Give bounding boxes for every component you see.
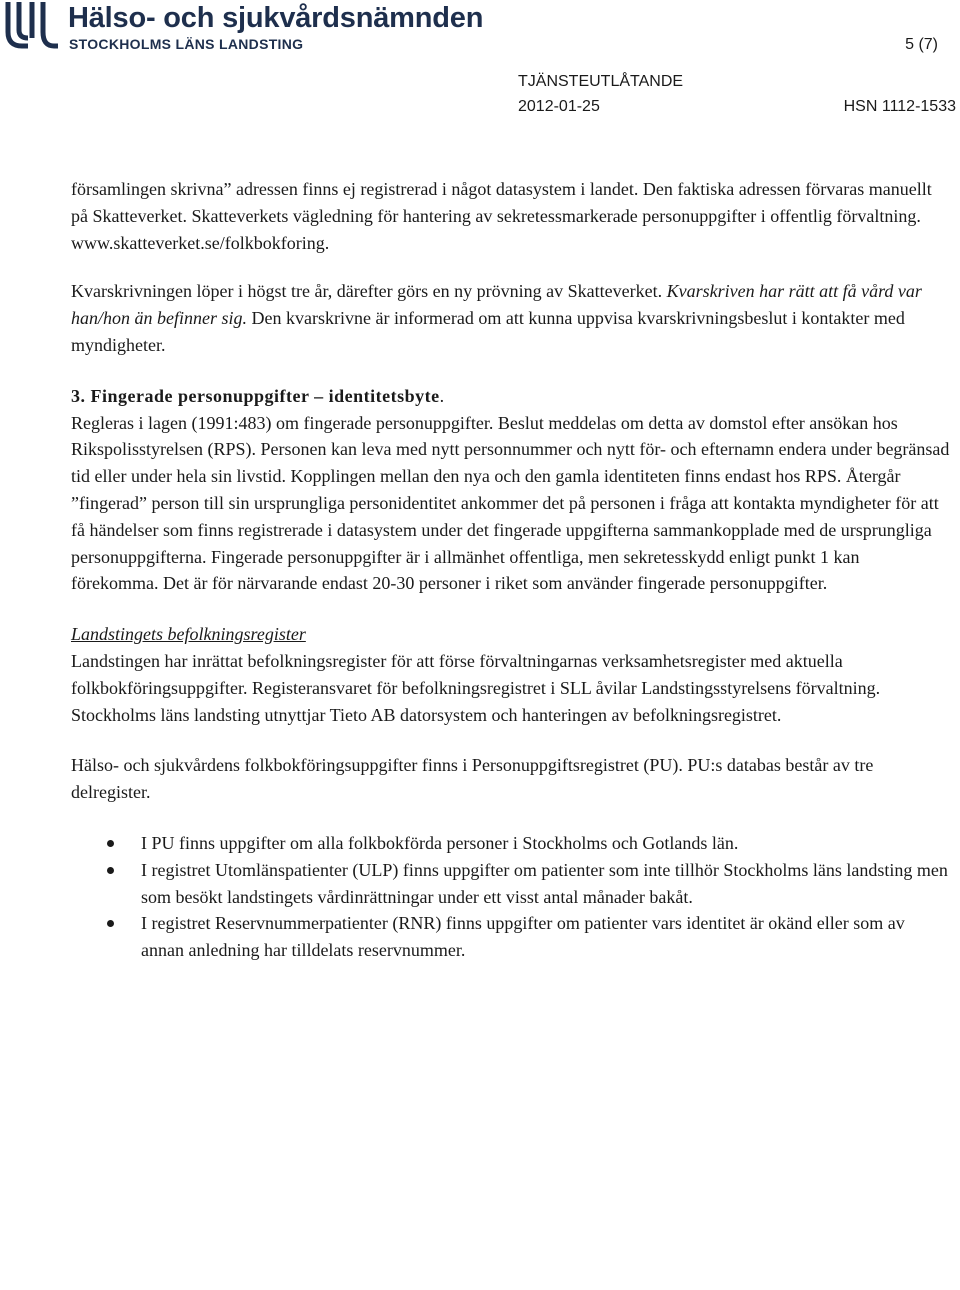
section-3: 3. Fingerade personuppgifter – identitetsbyte. Regleras i lagen (1991:483) om fingerade personuppgifter. Beslut meddelas om detta av domstol efter ansökan hos Rikspolisstyrelsen (RPS). Personen kan leva med nytt personnummer och nytt för- och efternamn endera under begränsad tid eller under hela sin livstid. Kopplingen mellan den nya och den gamla identiteten finns endast hos RPS. Återgår ”fingerad” person till sin ursprungliga personidentitet ankommer det på personen i fråga att kontakta myndigheter för att få händelser som finns registrerade i datasystem under det fingerade uppgifterna sammankopplade med de ursprungliga personuppgifterna. Fingerade personuppgifter är i allmänhet offentliga, men sekretesskydd enligt punkt 1 kan förekomma. Det är för närvarande endast 20-30 personer i riket som använder fingerade personuppgifter. (71, 385, 950, 594)
paragraph-pu: Hälso- och sjukvårdens folkbokföringsuppgifter finns i Personuppgiftsregistret (PU). PU:s databas består av tre delregister. (71, 755, 874, 803)
paragraph-address: församlingen skrivna” adressen finns ej registrerad i något datasystem i landet. Den faktiska adressen förvaras manuellt på Skatteverket. Skatteverkets vägledning för hantering av sekretessmarkerade personuppgifter i offentlig förvaltning. www.skatteverket.se/folkbokforing. (71, 179, 932, 253)
document-body (71, 176, 951, 964)
pu-register-list (71, 830, 951, 964)
list-item-text: I registret Utomlänspatienter (ULP) finns uppgifter om patienter som inte tillhör Stockholms läns landsting men som besökt landstingets vårdinrättningar under ett visst antal månader bakåt. (141, 859, 948, 907)
list-item (71, 830, 951, 857)
document-date: 2012-01-25 (518, 98, 600, 115)
paragraph-befolkningsregister: Landstingen har inrättat befolkningsregister för att förse förvaltningarnas verksamhetsregister med aktuella folkbokföringsuppgifter. Registeransvaret för befolkningsregistret i SLL åvilar Landstingsstyrelsens förvaltning. Stockholms läns landsting utnyttjar Tieto AB datorsystem och hanteringen av befolkningsregistret. (71, 650, 881, 725)
paragraph-kvarskrivning (71, 278, 951, 358)
org-name: Hälso- och sjukvårdsnämnden (68, 2, 484, 34)
document-reference: HSN 1112-1533 (843, 98, 956, 115)
subheading-befolkningsregister: Landstingets befolkningsregister (71, 624, 306, 645)
list-item (71, 857, 951, 911)
document-type: TJÄNSTEUTLÅTANDE (518, 73, 684, 90)
bullet-icon (107, 867, 114, 874)
section-3-text: Regleras i lagen (1991:483) om fingerade personuppgifter. Beslut meddelas om detta av domstol efter ansökan hos Rikspolisstyrelsen (RPS). Personen kan leva med nytt personnummer och nytt för- och efternamn endera under begränsad tid eller under hela sin livstid. Kopplingen mellan den nya och den gamla identiteten finns endast hos RPS. Återgår ”fingerad” person till sin ursprungliga personidentitet ankommer det på personen i fråga att kontakta myndigheter för att få händelser som finns registrerade i datasystem under det fingerade uppgifterna sammankopplade med de ursprungliga personuppgifterna. Fingerade personuppgifter är i allmänhet offentliga, men sekretesskydd enligt punkt 1 kan förekomma. Det är för närvarande endast 20-30 personer i riket som använder fingerade personuppgifter. (71, 412, 950, 594)
list-item (71, 910, 951, 964)
kvarskrivning-text-b: Den kvarskrivne är informerad om att kunna uppvisa kvarskrivningsbeslut i kontakter med myndigheter. (71, 308, 905, 355)
section-3-heading: 3. Fingerade personuppgifter – identitetsbyte (71, 385, 440, 406)
sll-logo-icon (2, 2, 58, 50)
bullet-icon (107, 840, 114, 847)
kvarskrivning-italic: Kvarskriven har rätt att få vård var han/hon än befinner sig. (71, 281, 922, 329)
page-number: 5 (7) (905, 36, 938, 53)
kvarskrivning-text-a: Kvarskrivningen löper i högst tre år, därefter görs en ny prövning av Skatteverket. (71, 281, 663, 302)
list-item-text: I PU finns uppgifter om alla folkbokförda personer i Stockholms och Gotlands län. (141, 832, 739, 853)
list-item-text: I registret Reservnummerpatienter (RNR) finns uppgifter om patienter vars identitet är okänd eller som av annan anledning har tilldelats reservnummer. (141, 913, 905, 961)
org-subtitle: STOCKHOLMS LÄNS LANDSTING (69, 36, 304, 52)
bullet-icon (107, 920, 114, 927)
